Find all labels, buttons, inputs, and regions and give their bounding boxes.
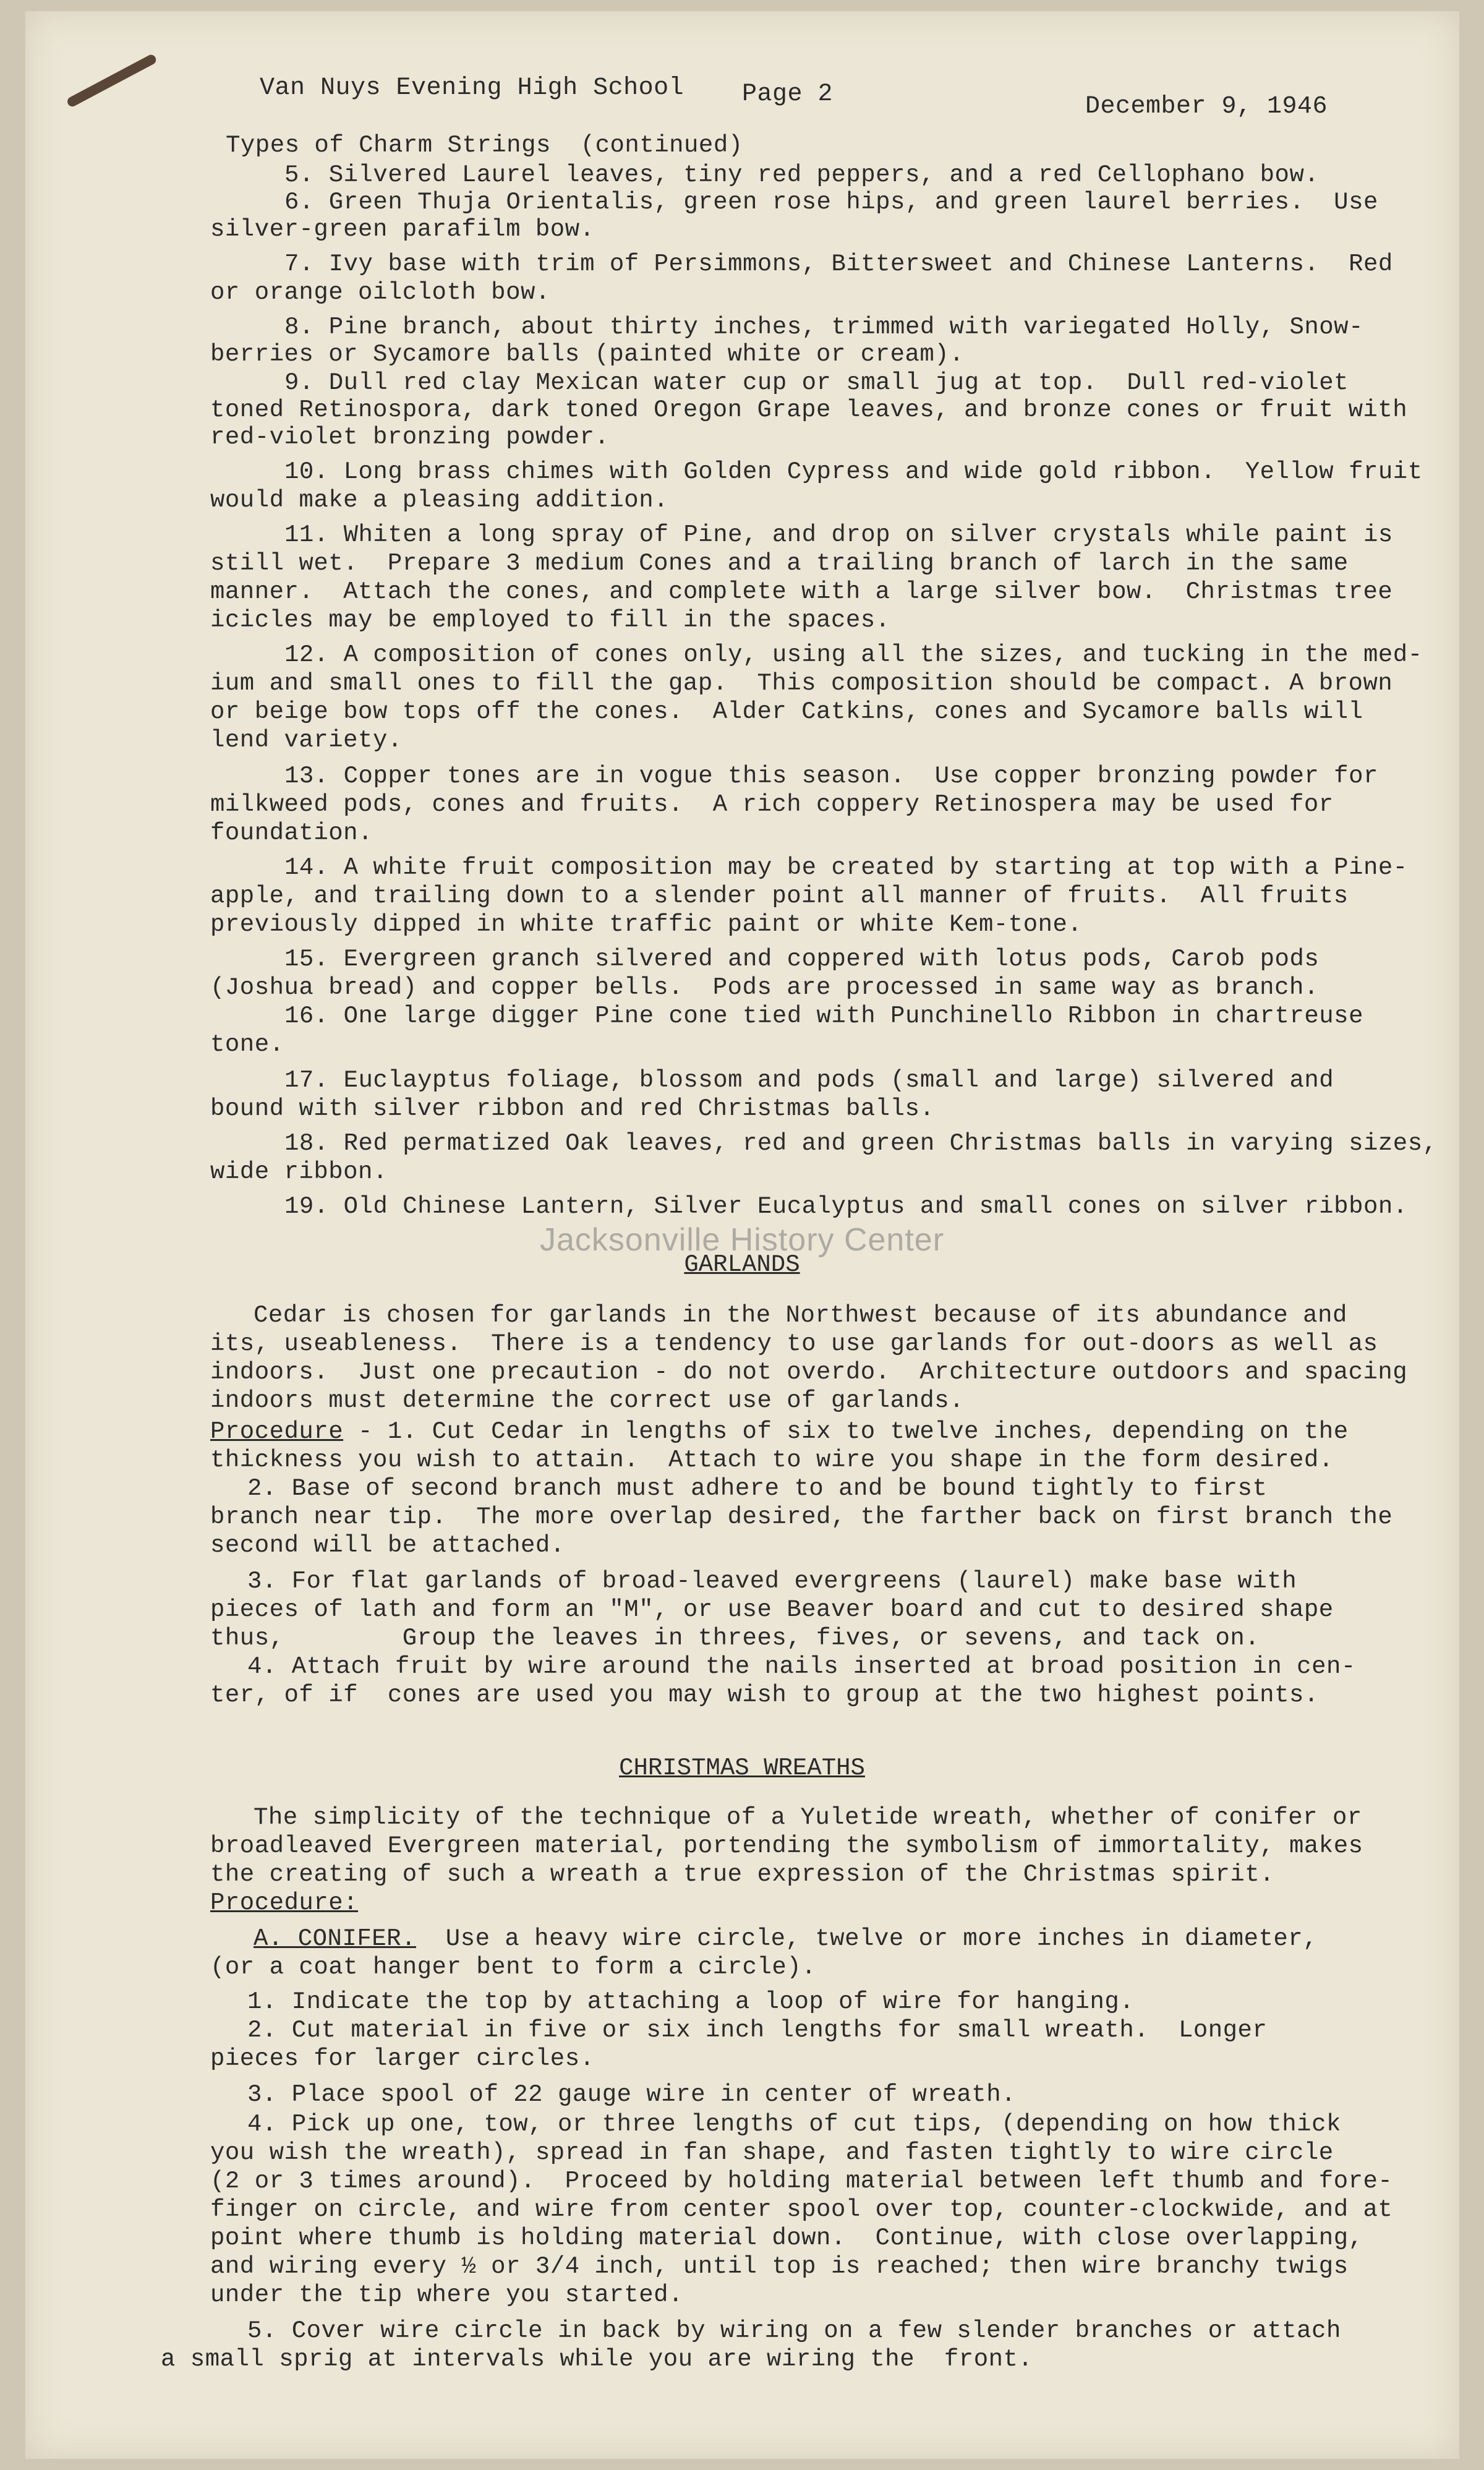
wreath-line: a small sprig at intervals while you are wiring the front. bbox=[161, 2346, 1033, 2373]
charm-line: red-violet bronzing powder. bbox=[210, 424, 610, 451]
garland-line: pieces of lath and form an "M", or use Beaver board and cut to desired shape bbox=[210, 1596, 1334, 1623]
conifer-text: Use a heavy wire circle, twelve or more inches in diameter, bbox=[416, 1925, 1318, 1952]
charm-line: 14. A white fruit composition may be created by starting at top with a Pine- bbox=[284, 854, 1408, 881]
charm-line: still wet. Prepare 3 medium Cones and a trailing branch of larch in the same bbox=[210, 550, 1349, 577]
wreath-line: The simplicity of the technique of a Yuletide wreath, whether of conifer or bbox=[254, 1804, 1362, 1831]
section-title-garlands bbox=[0, 1250, 1484, 1279]
garland-line: second will be attached. bbox=[210, 1532, 565, 1559]
charm-line: silver-green parafilm bow. bbox=[210, 216, 595, 243]
garland-line: 4. Attach fruit by wire around the nails inserted at broad position in cen- bbox=[247, 1653, 1356, 1680]
wreath-line: you wish the wreath), spread in fan shape, and fasten tightly to wire circle bbox=[210, 2139, 1334, 2166]
charm-line: tone. bbox=[210, 1031, 284, 1058]
wreath-line: 3. Place spool of 22 gauge wire in center of wreath. bbox=[247, 2081, 1016, 2108]
school-name: Van Nuys Evening High School bbox=[260, 74, 684, 102]
charm-line: lend variety. bbox=[210, 727, 403, 754]
charm-line: (Joshua bread) and copper bells. Pods are processed in same way as branch. bbox=[210, 974, 1319, 1001]
charm-line: 19. Old Chinese Lantern, Silver Eucalyptus and small cones on silver ribbon. bbox=[284, 1193, 1408, 1220]
wreath-line: under the tip where you started. bbox=[210, 2281, 683, 2309]
charm-line: icicles may be employed to fill in the spaces. bbox=[210, 607, 890, 634]
procedure-label: Procedure bbox=[210, 1418, 344, 1445]
charm-line: 13. Copper tones are in vogue this season. Use copper bronzing powder for bbox=[284, 763, 1378, 790]
charm-line: 5. Silvered Laurel leaves, tiny red peppers, and a red Cellophano bow. bbox=[284, 161, 1320, 189]
charm-line: 16. One large digger Pine cone tied with Punchinello Ribbon in chartreuse bbox=[284, 1002, 1363, 1030]
charm-line: bound with silver ribbon and red Christmas balls. bbox=[210, 1095, 935, 1122]
page-number: Page 2 bbox=[742, 80, 834, 108]
charm-line: berries or Sycamore balls (painted white or cream). bbox=[210, 341, 965, 368]
charm-line: wide ribbon. bbox=[210, 1158, 388, 1186]
wreath-line: (or a coat hanger bent to form a circle). bbox=[210, 1954, 817, 1981]
charm-line: manner. Attach the cones, and complete with a large silver bow. Christmas tree bbox=[210, 578, 1393, 605]
wreath-line: the creating of such a wreath a true expression of the Christmas spirit. bbox=[210, 1861, 1275, 1888]
charm-line: 12. A composition of cones only, using all the sizes, and tucking in the med- bbox=[284, 641, 1423, 669]
wreath-line: 2. Cut material in five or six inch lengths for small wreath. Longer bbox=[247, 2017, 1268, 2044]
charm-line: 8. Pine branch, about thirty inches, trimmed with variegated Holly, Snow- bbox=[284, 314, 1363, 341]
wreath-line: broadleaved Evergreen material, portending the symbolism of immortality, makes bbox=[210, 1832, 1363, 1860]
garland-line: indoors must determine the correct use of garlands. bbox=[210, 1387, 965, 1414]
section-title-charm-strings: Types of Charm Strings (continued) bbox=[226, 132, 743, 159]
garland-line: 2. Base of second branch must adhere to and be bound tightly to first bbox=[247, 1475, 1268, 1502]
procedure-step-text: - 1. Cut Cedar in lengths of six to twelve inches, depending on the bbox=[343, 1418, 1349, 1445]
garland-line: thus, Group the leaves in threes, fives, or sevens, and tack on. bbox=[210, 1625, 1260, 1652]
charm-line: or beige bow tops off the cones. Alder Catkins, cones and Sycamore balls will bbox=[210, 698, 1363, 725]
garland-line: indoors. Just one precaution - do not overdo. Architecture outdoors and spacing bbox=[210, 1359, 1408, 1386]
charm-line: 6. Green Thuja Orientalis, green rose hips, and green laurel berries. Use bbox=[284, 189, 1378, 216]
section-title-wreaths bbox=[0, 1754, 1484, 1782]
archive-watermark: Jacksonville History Center bbox=[539, 1222, 945, 1258]
charm-line: 7. Ivy base with trim of Persimmons, Bittersweet and Chinese Lanterns. Red bbox=[284, 250, 1393, 278]
garland-line: thickness you wish to attain. Attach to wire you shape in the form desired. bbox=[210, 1447, 1334, 1474]
wreath-line: finger on circle, and wire from center spool over top, counter-clockwide, and at bbox=[210, 2196, 1393, 2223]
charm-line: 9. Dull red clay Mexican water cup or small jug at top. Dull red-violet bbox=[284, 369, 1349, 396]
garland-line: 3. For flat garlands of broad-leaved evergreens (laurel) make base with bbox=[247, 1568, 1297, 1595]
wreath-line: and wiring every ½ or 3/4 inch, until top is reached; then wire branchy twigs bbox=[210, 2253, 1349, 2280]
wreath-conifer-line bbox=[254, 1925, 1318, 1953]
document-date: December 9, 1946 bbox=[1085, 93, 1328, 121]
garland-line: its, useableness. There is a tendency to use garlands for out-doors as well as bbox=[210, 1330, 1378, 1357]
wreath-line: (2 or 3 times around). Proceed by holding material between left thumb and fore- bbox=[210, 2168, 1393, 2195]
garland-line: branch near tip. The more overlap desired, the farther back on first branch the bbox=[210, 1503, 1393, 1531]
garland-procedure-line bbox=[210, 1417, 1349, 1446]
wreath-line: 5. Cover wire circle in back by wiring on a few slender branches or attach bbox=[247, 2317, 1341, 2344]
charm-line: 17. Euclayptus foliage, blossom and pods (small and large) silvered and bbox=[284, 1067, 1334, 1094]
charm-line: 18. Red permatized Oak leaves, red and green Christmas balls in varying sizes, bbox=[284, 1130, 1438, 1157]
garlands-title-text: GARLANDS bbox=[684, 1251, 800, 1278]
charm-line: apple, and trailing down to a slender point all manner of fruits. All fruits bbox=[210, 882, 1349, 910]
wreath-line: 4. Pick up one, tow, or three lengths of cut tips, (depending on how thick bbox=[247, 2111, 1341, 2138]
charm-line: 11. Whiten a long spray of Pine, and drop on silver crystals while paint is bbox=[284, 521, 1393, 549]
wreath-line: 1. Indicate the top by attaching a loop of wire for hanging. bbox=[247, 1988, 1135, 2015]
garland-line: Cedar is chosen for garlands in the Northwest because of its abundance and bbox=[254, 1302, 1347, 1329]
charm-line: 10. Long brass chimes with Golden Cypress and wide gold ribbon. Yellow fruit bbox=[284, 458, 1423, 485]
charm-line: 15. Evergreen granch silvered and coppered with lotus pods, Carob pods bbox=[284, 946, 1320, 973]
wreath-procedure-label: Procedure: bbox=[210, 1889, 359, 1917]
charm-line: toned Retinospora, dark toned Oregon Grape leaves, and bronze cones or fruit with bbox=[210, 396, 1408, 424]
charm-line: previously dipped in white traffic paint or white Kem-tone. bbox=[210, 911, 1083, 938]
wreath-line: pieces for larger circles. bbox=[210, 2045, 595, 2072]
charm-line: or orange oilcloth bow. bbox=[210, 279, 550, 306]
garland-line: ter, of if cones are used you may wish to group at the two highest points. bbox=[210, 1682, 1319, 1709]
wreath-line: point where thumb is holding material down. Continue, with close overlapping, bbox=[210, 2224, 1363, 2252]
wreaths-title-text: CHRISTMAS WREATHS bbox=[619, 1754, 865, 1782]
charm-line: ium and small ones to fill the gap. This composition should be compact. A brown bbox=[210, 670, 1393, 697]
conifer-label: A. CONIFER. bbox=[254, 1925, 416, 1952]
charm-line: milkweed pods, cones and fruits. A rich coppery Retinospera may be used for bbox=[210, 791, 1334, 818]
charm-line: would make a pleasing addition. bbox=[210, 487, 669, 514]
charm-line: foundation. bbox=[210, 819, 373, 847]
